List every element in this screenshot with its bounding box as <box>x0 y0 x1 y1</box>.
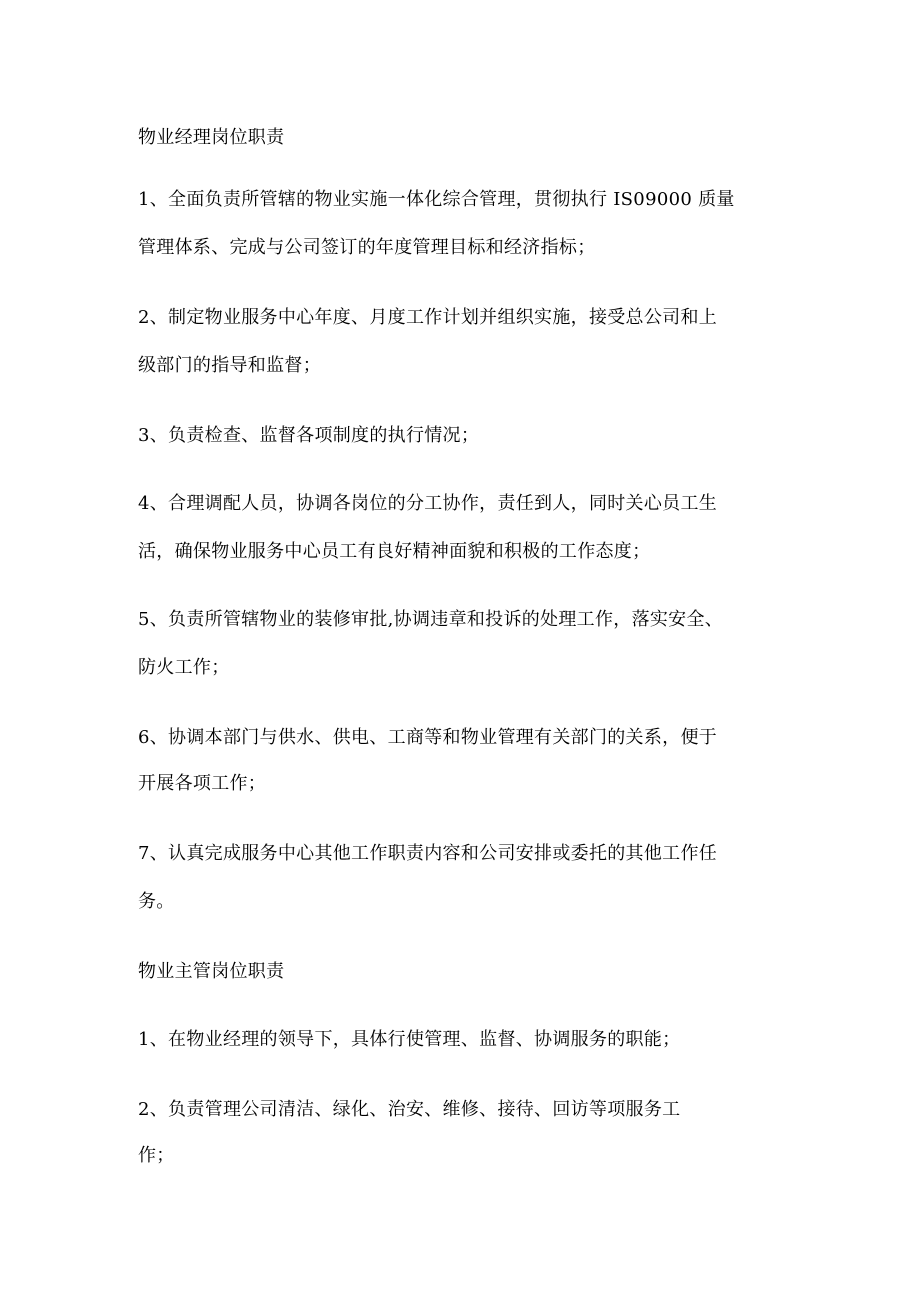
manager-duty-6-line-1: 6、协调本部门与供水、供电、工商等和物业管理有关部门的关系，便于 <box>138 727 718 748</box>
manager-duty-7-line-1: 7、认真完成服务中心其他工作职责内容和公司安排或委托的其他工作任 <box>138 843 718 864</box>
supervisor-duty-1-line-1: 1、在物业经理的领导下，具体行使管理、监督、协调服务的职能； <box>138 1029 681 1050</box>
supervisor-duty-2-line-2: 作； <box>138 1145 175 1166</box>
manager-duty-3-line-1: 3、负责检查、监督各项制度的执行情况； <box>138 425 480 446</box>
manager-duty-7-line-2: 务。 <box>138 891 175 912</box>
manager-duty-2-line-2: 级部门的指导和监督； <box>138 355 321 376</box>
supervisor-duty-2-line-1: 2、负责管理公司清洁、绿化、治安、维修、接待、回访等项服务工 <box>138 1099 681 1120</box>
manager-duty-4-line-1: 4、合理调配人员，协调各岗位的分工协作，责任到人，同时关心员工生 <box>138 493 718 514</box>
manager-duty-5-line-1: 5、负责所管辖物业的装修审批,协调违章和投诉的处理工作，落实安全、 <box>138 609 724 630</box>
manager-duty-1-line-1: 1、全面负责所管辖的物业实施一体化综合管理，贯彻执行 IS09000 质量 <box>138 189 735 210</box>
manager-duty-6-line-2: 开展各项工作； <box>138 773 267 794</box>
manager-duty-4-line-2: 活，确保物业服务中心员工有良好精神面貌和积极的工作态度； <box>138 541 651 562</box>
manager-duty-5-line-2: 防火工作； <box>138 657 230 678</box>
section-title-supervisor: 物业主管岗位职责 <box>138 961 285 982</box>
manager-duty-2-line-1: 2、制定物业服务中心年度、月度工作计划并组织实施，接受总公司和上 <box>138 307 718 328</box>
manager-duty-1-line-2: 管理体系、完成与公司签订的年度管理目标和经济指标； <box>138 237 596 258</box>
section-title-manager: 物业经理岗位职责 <box>138 127 285 148</box>
